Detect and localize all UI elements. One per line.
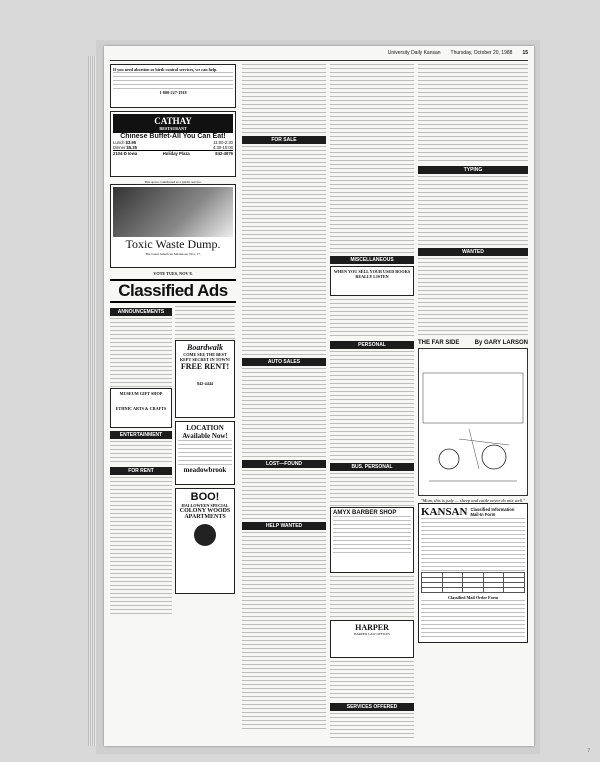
dinner-row: Dinner $5.25 4:30-10:00 bbox=[113, 145, 233, 150]
toxic-sub: The Great American Smokeout, Nov. 17. bbox=[145, 252, 201, 256]
cathay-ad bbox=[110, 111, 236, 177]
bus-personal-text bbox=[330, 473, 414, 507]
for-sale-text bbox=[242, 146, 326, 356]
ashtray-image bbox=[113, 187, 233, 237]
paper-date: Thursday, October 20, 1988 bbox=[450, 50, 513, 56]
rent-text bbox=[175, 306, 235, 340]
announcements-header: ANNOUNCEMENTS bbox=[110, 308, 172, 316]
personal-text bbox=[330, 351, 414, 461]
classified-title: Classified Ads bbox=[110, 279, 236, 303]
lost-found-header: LOST—FOUND bbox=[242, 460, 326, 468]
entertainment-header: ENTERTAINMENT bbox=[110, 431, 172, 439]
info-text bbox=[421, 518, 525, 572]
amyx-title: AMYX BARBER SHOP bbox=[333, 510, 397, 516]
cathay-address: 2104-D Iowa bbox=[113, 151, 138, 156]
pregnancy-phone: 1-800-227-1918 bbox=[159, 90, 187, 95]
boardwalk-ad bbox=[175, 340, 235, 418]
ethnic-label: ETHNIC ARTS & CRAFTS bbox=[115, 406, 167, 411]
psa-note: This space contributed as a public service. bbox=[144, 180, 202, 184]
pregnancy-ad bbox=[110, 64, 236, 108]
auto-sales-header: AUTO SALES bbox=[242, 358, 326, 366]
museum-ad bbox=[110, 388, 172, 428]
typing-header: TYPING bbox=[418, 166, 528, 174]
page-number: 15 bbox=[522, 50, 528, 56]
col4-top-text bbox=[418, 64, 528, 164]
cartoon-caption: "Mom, this is judy — sheep and cattle never do mix well." bbox=[420, 498, 526, 503]
cathay-sub: RESTAURANT bbox=[159, 126, 187, 131]
classified-left bbox=[110, 306, 172, 617]
farside-title: THE FAR SIDE bbox=[418, 340, 460, 346]
halloween-special: HALLOWEEN SPECIAL bbox=[181, 503, 229, 508]
museum-title: MUSEUM GIFT SHOP bbox=[119, 391, 163, 396]
kansan-logo: KANSAN bbox=[421, 506, 468, 518]
cathay-name: CATHAY bbox=[154, 116, 192, 126]
lunch-hours: 11:00-2:30 bbox=[213, 140, 233, 145]
vote-ad: VOTE TUES, NOV 8. bbox=[153, 271, 193, 276]
miscellaneous-header: MISCELLANEOUS bbox=[330, 256, 414, 264]
boardwalk-phone: 842-4444 bbox=[196, 381, 214, 386]
pumpkin-icon bbox=[194, 524, 216, 546]
lost-found-text bbox=[242, 470, 326, 520]
cathay-logo bbox=[113, 114, 233, 133]
for-sale-header: FOR SALE bbox=[242, 136, 326, 144]
for-rent-header: FOR RENT bbox=[110, 467, 172, 475]
help-wanted-header: HELP WANTED bbox=[242, 522, 326, 530]
auto-sales-text bbox=[242, 368, 326, 458]
col3-top-text bbox=[330, 64, 414, 254]
best-kept-text: COME SEE THE BEST KEPT SECRET IN TOWN! bbox=[179, 352, 231, 362]
free-rent-text: FREE RENT! bbox=[180, 362, 230, 371]
announcements-text bbox=[110, 318, 172, 388]
boardwalk-logo: Boardwalk bbox=[186, 343, 223, 352]
buffet-title: Chinese Buffet-All You Can Eat! bbox=[120, 133, 226, 140]
rates-table bbox=[421, 572, 525, 593]
for-rent-text bbox=[110, 477, 172, 617]
top-text bbox=[242, 64, 326, 134]
entertainment-text bbox=[110, 441, 172, 465]
services-text bbox=[330, 713, 414, 740]
help-wanted-text bbox=[242, 532, 326, 732]
page-mark: 7 bbox=[587, 749, 590, 754]
col3-mid-text bbox=[330, 576, 414, 620]
col3-bottom-text bbox=[330, 661, 414, 701]
classified-right bbox=[175, 306, 235, 617]
misc-text bbox=[330, 299, 414, 339]
smokeout-ad bbox=[110, 184, 236, 268]
farside-header bbox=[418, 340, 528, 346]
mail-order-lines bbox=[421, 600, 525, 640]
harper-ad bbox=[330, 620, 414, 658]
colony-woods-ad bbox=[175, 488, 235, 594]
cathay-footer bbox=[113, 150, 233, 156]
newspaper-page bbox=[104, 46, 534, 746]
amyx-ad bbox=[330, 507, 414, 573]
info-title: Classified Information Mail-In Form bbox=[470, 507, 515, 517]
dinner-price: $5.25 bbox=[126, 145, 137, 150]
lunch-row: Lunch $3.95 11:00-2:30 bbox=[113, 140, 233, 145]
cathay-plaza: Holiday Plaza bbox=[162, 151, 190, 156]
typing-text bbox=[418, 176, 528, 246]
lunch-price: $3.95 bbox=[125, 140, 137, 145]
personal-header: PERSONAL bbox=[330, 341, 414, 349]
page-header bbox=[110, 50, 528, 61]
harper-logo: HARPER bbox=[355, 623, 389, 632]
column-right bbox=[418, 64, 528, 740]
classified-columns bbox=[110, 306, 236, 617]
column-listings-1 bbox=[242, 64, 326, 740]
toxic-title: Toxic Waste Dump. bbox=[125, 237, 221, 251]
kansan-form bbox=[418, 503, 528, 643]
amyx-text bbox=[333, 516, 411, 556]
kansan-head bbox=[421, 506, 525, 518]
used-books-ad: WHEN YOU SELL YOUR USED BOOKS REALLY LISTEN bbox=[330, 266, 414, 296]
meadowbrook-logo: meadowbrook bbox=[183, 466, 227, 474]
wanted-text bbox=[418, 258, 528, 338]
location-text bbox=[178, 440, 232, 466]
harper-sub: HARPER LAW OFFICES bbox=[353, 632, 391, 636]
column-listings-2 bbox=[330, 64, 414, 740]
boo-title: BOO! bbox=[190, 491, 220, 503]
location-title: LOCATION Available Now! bbox=[182, 424, 228, 440]
dinner-hours: 4:30-10:00 bbox=[212, 145, 233, 150]
location-ad bbox=[175, 421, 235, 485]
colony-woods-title: COLONY WOODS APARTMENTS bbox=[179, 508, 231, 520]
farside-cartoon bbox=[418, 348, 528, 496]
services-header: SERVICES OFFERED bbox=[330, 703, 414, 711]
cartoon-drawing bbox=[419, 349, 527, 493]
pregnancy-headline: If you need abortion or birth control services, we can help. bbox=[113, 67, 218, 72]
wanted-header: WANTED bbox=[418, 248, 528, 256]
bus-personal-header: BUS. PERSONAL bbox=[330, 463, 414, 471]
farside-author: By GARY LARSON bbox=[474, 340, 528, 346]
column-ads bbox=[110, 64, 236, 740]
mail-order-title: Classified Mail Order Form bbox=[447, 595, 499, 600]
pregnancy-text bbox=[113, 72, 233, 90]
paper-name: University Daily Kansan bbox=[387, 50, 441, 56]
cathay-phone: 842-4976 bbox=[215, 151, 233, 156]
